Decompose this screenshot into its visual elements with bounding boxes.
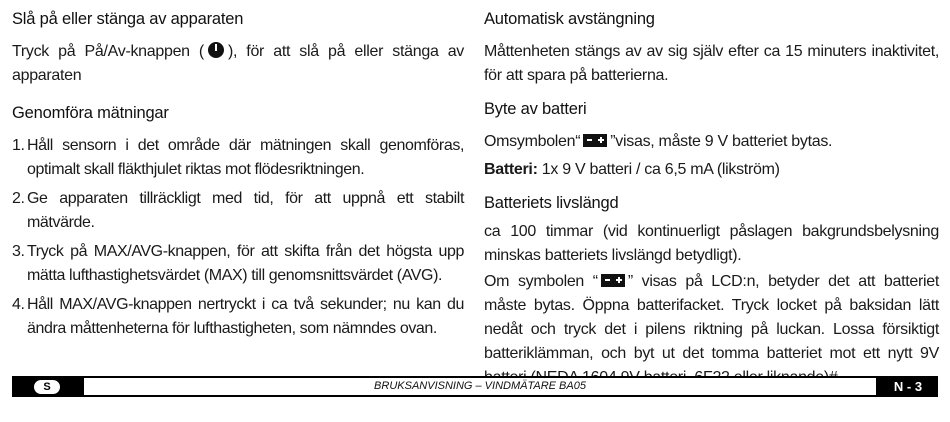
- power-instructions: [12, 40, 464, 88]
- page-footer: [12, 376, 938, 397]
- battery-replace-text: [484, 270, 939, 390]
- power-text-before: Tryck på På/Av-knappen (: [12, 43, 204, 60]
- power-text-after: ), för att slå på eller stänga av apparaten: [12, 43, 465, 84]
- measurement-steps: [12, 134, 464, 341]
- list-item: [12, 240, 464, 288]
- section-heading-battery-change: Byte av batteri: [484, 100, 587, 118]
- battery-life-text: ca 100 timmar (vid kontinuerligt påslagen bakgrundsbelysning minskas batteriets livslängd betydligt).: [484, 223, 939, 264]
- battery-text-before: Omsymbolen“: [484, 133, 581, 150]
- step-text: Håll MAX/AVG-knappen nertryckt i ca två sekunder; nu kan du ändra måttenheterna för lufthastigheten, som nämndes ovan.: [27, 296, 464, 337]
- battery-text-after: ”visas, måste 9 V batteriet bytas.: [610, 133, 833, 150]
- section-heading-measure: Genomföra mätningar: [12, 104, 169, 122]
- step-number: 3.: [12, 243, 25, 260]
- section-heading-power: Slå på eller stänga av apparaten: [12, 10, 244, 28]
- auto-off-text: Måttenheten stängs av av sig själv efter ca 15 minuters inaktivitet, för att spara på batterierna.: [484, 43, 939, 84]
- power-icon: [208, 42, 224, 58]
- list-item: [12, 134, 464, 182]
- replace-text-after: ” visas på LCD:n, betyder det att batteriet måste bytas. Öppna batterifacket. Tryck locket på baksidan lätt nedåt och tryck det i pilens riktning på luckan. Lossa försiktigt batteriklämman, och byt ut det tomma batteriet mot ett nytt 9V: [484, 273, 939, 362]
- list-item: [12, 187, 464, 235]
- language-badge: S: [34, 380, 60, 394]
- battery-spec: [484, 158, 939, 182]
- replace-text-before: Om symbolen “: [484, 273, 598, 290]
- step-number: 2.: [12, 190, 25, 207]
- step-number: 1.: [12, 137, 25, 154]
- battery-change-text: [484, 130, 939, 154]
- section-heading-battery-life: Batteriets livslängd: [484, 194, 619, 212]
- footer-title: BRUKSANVISNING – VINDMÄTARE BA05: [84, 378, 876, 395]
- list-item: [12, 293, 464, 341]
- battery-value: 1x 9 V batteri / ca 6,5 mA (likström): [541, 161, 780, 178]
- battery-label: Batteri:: [484, 161, 538, 178]
- footer-language: [12, 376, 82, 397]
- step-text: Tryck på MAX/AVG-knappen, för att skifta från det högsta upp mätta lufthastighetsvärdet (MAX) till genomsnittsvärdet (AVG).: [27, 243, 464, 284]
- section-heading-auto-off: Automatisk avstängning: [484, 10, 655, 28]
- battery-icon: [601, 274, 625, 287]
- step-number: 4.: [12, 296, 25, 313]
- right-column: [484, 8, 939, 390]
- page-number: N - 3: [893, 379, 923, 394]
- battery-icon: [583, 134, 607, 147]
- step-text: Håll sensorn i det område där mätningen skall genomföras, optimalt skall fläkthjulet riktas mot flödesriktningen.: [27, 137, 464, 178]
- left-column: [12, 8, 464, 346]
- step-text: Ge apparaten tillräckligt med tid, för att uppnå ett stabilt mätvärde.: [27, 190, 464, 231]
